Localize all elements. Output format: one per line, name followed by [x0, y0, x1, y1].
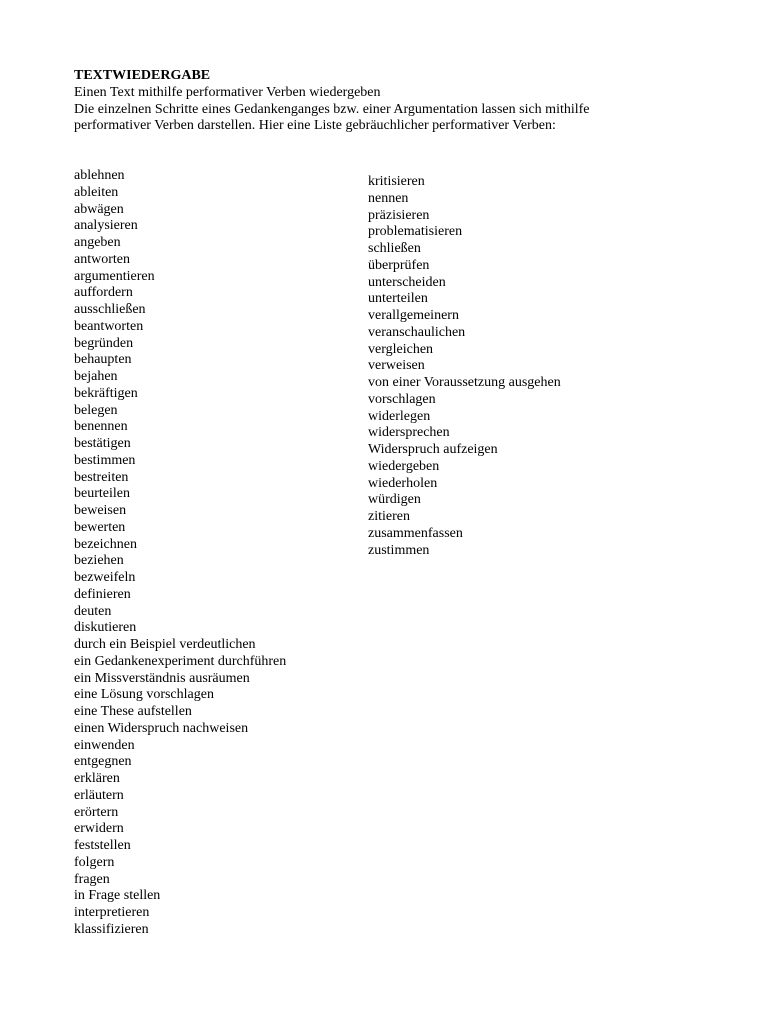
document-subtitle: Einen Text mithilfe performativer Verben wiedergeben [74, 84, 381, 100]
verb-item-left: beziehen [74, 553, 124, 569]
verb-item-left: ablehnen [74, 168, 125, 183]
verb-item-left: begründen [74, 335, 134, 351]
verb-item-left: feststellen [74, 838, 131, 853]
intro-line-2: performativer Verben darstellen. Hier eine Liste gebräuchlicher performativer Verben: [74, 118, 556, 134]
verb-item-right: zusammenfassen [368, 525, 463, 541]
verb-item-left: ausschließen [74, 302, 146, 317]
verb-item-left: abwägen [74, 201, 124, 217]
verb-item-left: diskutieren [74, 620, 137, 636]
verb-item-right: präzisieren [368, 207, 430, 223]
verb-item-left: beurteilen [74, 486, 130, 502]
verb-item-left: erwidern [74, 821, 124, 837]
verb-item-right: verweisen [368, 358, 425, 374]
verb-item-left: einen Widerspruch nachweisen [74, 720, 249, 736]
verb-item-left: erklären [74, 771, 120, 786]
verb-item-left: in Frage stellen [74, 888, 161, 904]
verb-item-right: verallgemeinern [368, 308, 459, 323]
verb-item-left: einwenden [74, 737, 135, 753]
verb-item-left: bezeichnen [74, 536, 137, 552]
verb-item-left: bekräftigen [74, 385, 138, 401]
verb-list-right [368, 174, 561, 559]
verb-item-right: von einer Voraussetzung ausgehen [368, 375, 561, 390]
verb-item-left: benennen [74, 419, 128, 435]
verb-item-left: bestreiten [74, 469, 129, 485]
verb-item-left: eine Lösung vorschlagen [74, 687, 214, 703]
verb-item-left: folgern [74, 854, 115, 870]
verb-item-left: bewerten [74, 519, 126, 535]
verb-item-right: widersprechen [368, 425, 450, 441]
verb-item-left: eine These aufstellen [74, 704, 192, 719]
verb-item-right: widerlegen [368, 408, 431, 424]
verb-item-left: behaupten [74, 352, 132, 368]
verb-item-left: interpretieren [74, 905, 150, 920]
verb-item-left: klassifizieren [74, 921, 149, 937]
document-title: TEXTWIEDERGABE [74, 68, 211, 83]
verb-item-left: ein Missverständnis ausräumen [74, 670, 250, 686]
verb-item-right: würdigen [368, 492, 421, 508]
verb-item-right: wiedergeben [368, 458, 440, 474]
verb-item-left: bejahen [74, 369, 118, 384]
verb-item-right: wiederholen [368, 475, 438, 491]
verb-item-left: deuten [74, 603, 112, 619]
verb-item-right: überprüfen [368, 257, 430, 273]
verb-item-left: belegen [74, 402, 118, 418]
verb-item-left: erläutern [74, 787, 124, 803]
verb-item-left: erörtern [74, 804, 119, 820]
verb-item-left: definieren [74, 586, 131, 602]
verb-item-right: vorschlagen [368, 391, 436, 407]
verb-item-left: bezweifeln [74, 570, 136, 585]
verb-item-right: zustimmen [368, 542, 430, 558]
verb-item-right: kritisieren [368, 174, 425, 189]
verb-item-right: vergleichen [368, 341, 434, 357]
verb-item-right: veranschaulichen [368, 324, 466, 340]
verb-item-left: entgegnen [74, 754, 132, 770]
verb-item-left: ableiten [74, 184, 119, 200]
verb-item-left: fragen [74, 871, 110, 887]
verb-item-left: angeben [74, 235, 121, 250]
verb-item-left: beantworten [74, 318, 144, 334]
verb-item-left: durch ein Beispiel verdeutlichen [74, 637, 256, 652]
intro-line-1: Die einzelnen Schritte eines Gedankenganges bzw. einer Argumentation lassen sich mithilfe [74, 101, 590, 117]
verb-item-left: beweisen [74, 503, 127, 518]
verb-item-right: unterscheiden [368, 274, 446, 290]
verb-item-right: Widerspruch aufzeigen [368, 442, 498, 457]
verb-item-left: analysieren [74, 218, 138, 234]
document-header [74, 68, 674, 135]
verb-item-right: schließen [368, 241, 421, 256]
verb-item-left: argumentieren [74, 268, 155, 284]
verb-item-right: nennen [368, 190, 409, 206]
verb-item-left: auffordern [74, 285, 133, 301]
verb-item-right: zitieren [368, 509, 410, 524]
verb-item-left: bestimmen [74, 452, 136, 468]
verb-list-left [74, 168, 286, 939]
verb-item-left: ein Gedankenexperiment durchführen [74, 653, 287, 669]
verb-item-right: unterteilen [368, 291, 428, 307]
verb-item-right: problematisieren [368, 224, 463, 240]
verb-item-left: antworten [74, 251, 130, 267]
verb-item-left: bestätigen [74, 436, 131, 451]
